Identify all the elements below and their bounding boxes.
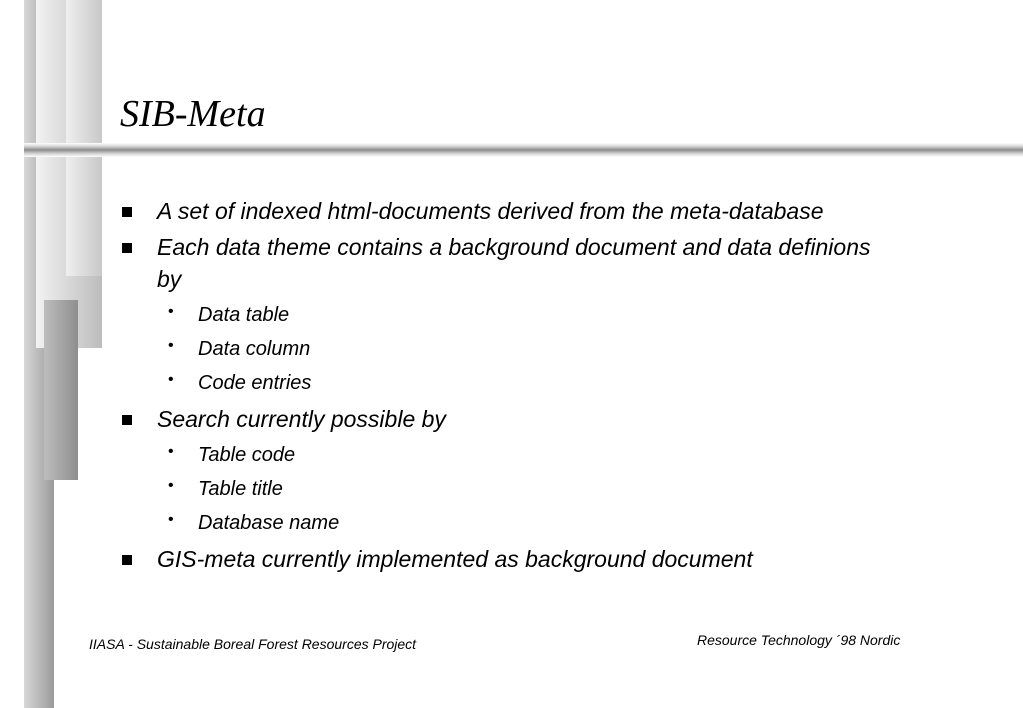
dot-bullet-icon: •: [168, 477, 174, 494]
square-bullet-icon: [122, 415, 132, 425]
sub-bullet-item: Table title: [198, 478, 283, 500]
sub-bullet-item: Database name: [198, 512, 340, 534]
left-decor-bar-4: [44, 300, 78, 480]
sub-bullet-item: Data column: [198, 338, 311, 360]
sub-bullet-item: Data table: [198, 304, 290, 326]
dot-bullet-icon: •: [168, 511, 174, 528]
dot-bullet-icon: •: [168, 443, 174, 460]
dot-bullet-icon: •: [168, 303, 174, 320]
square-bullet-icon: [122, 207, 132, 217]
sub-bullet-item: Table code: [198, 444, 296, 466]
bullet-item: A set of indexed html-documents derived from the meta-database: [157, 198, 824, 224]
dot-bullet-icon: •: [168, 371, 174, 388]
footer-left: IIASA - Sustainable Boreal Forest Resources Project: [89, 636, 417, 652]
slide-title: SIB-Meta: [120, 93, 266, 135]
bullet-item: Each data theme contains a background document and data definions by: [157, 234, 871, 292]
footer-right: Resource Technology ´98 Nordic: [697, 632, 901, 648]
sub-bullet-item: Code entries: [198, 372, 312, 394]
bullet-item: GIS-meta currently implemented as background document: [157, 546, 753, 572]
square-bullet-icon: [122, 243, 132, 253]
left-decor-bar-3: [66, 0, 102, 276]
dot-bullet-icon: •: [168, 337, 174, 354]
bullet-item: Search currently possible by: [157, 406, 446, 432]
square-bullet-icon: [122, 555, 132, 565]
title-divider: [24, 143, 1023, 157]
